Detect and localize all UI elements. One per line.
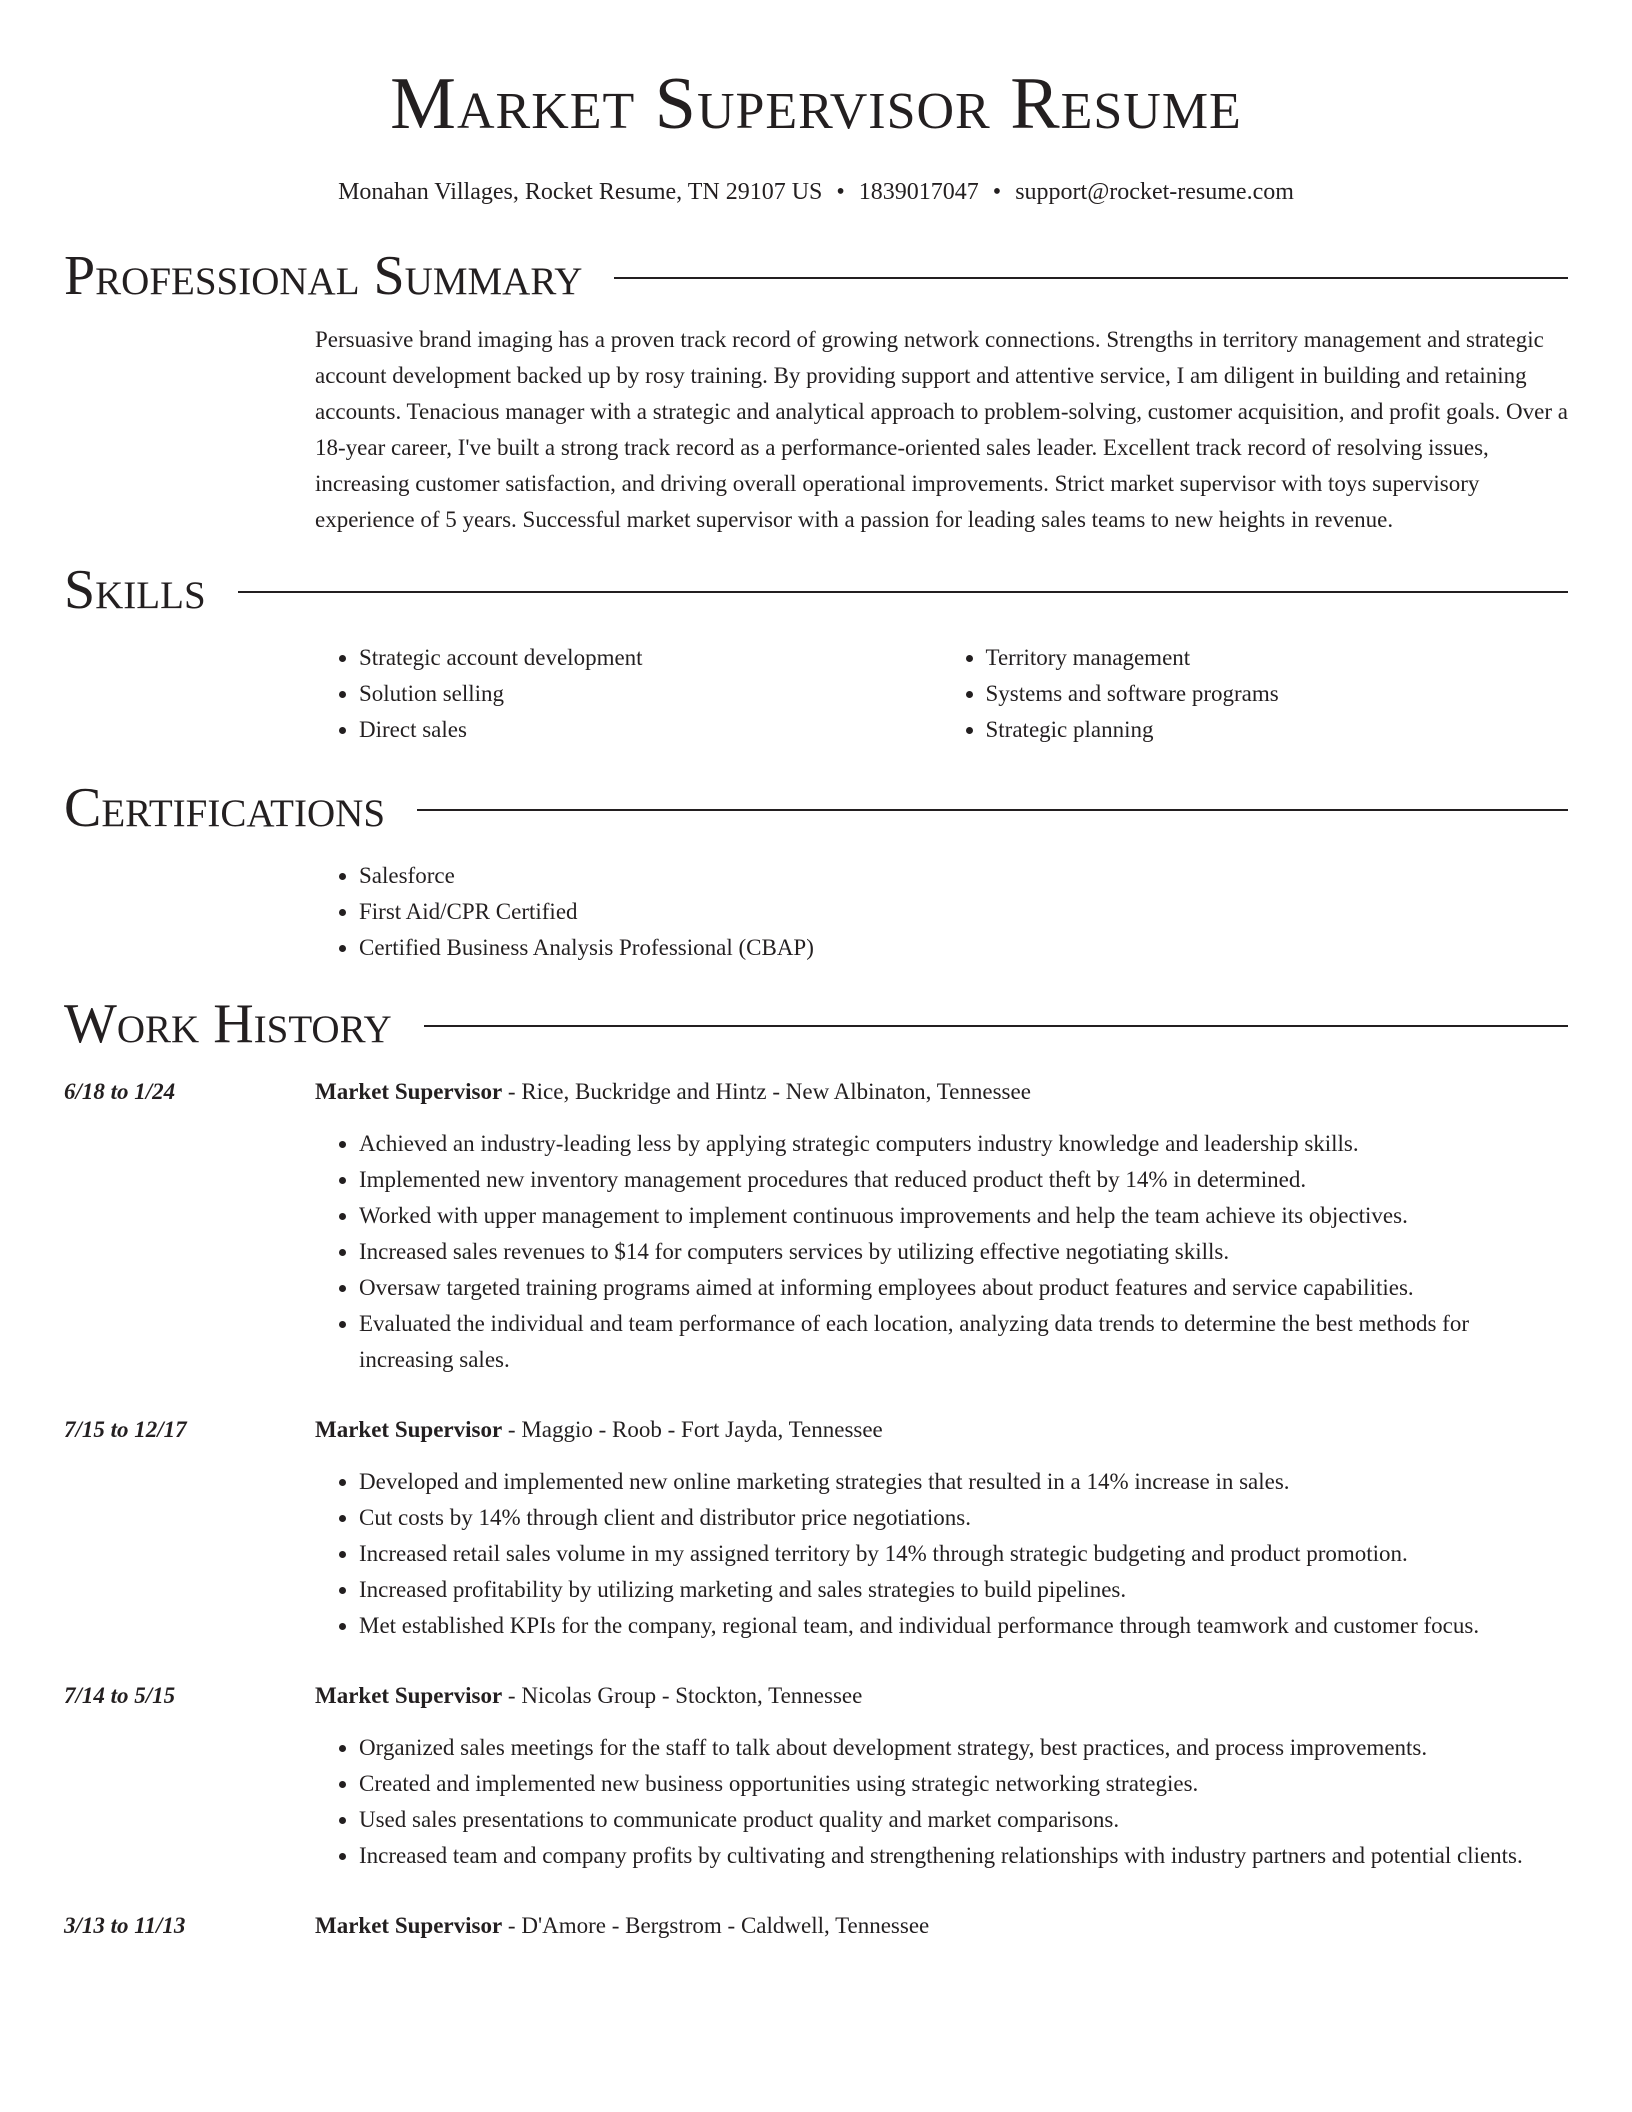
job-employer: - Nicolas Group - Stockton, Tennessee: [502, 1683, 863, 1708]
list-item: • Increased sales revenues to $14 for computers services by utilizing effective negotiating skills.: [359, 1234, 1568, 1270]
summary-text: Persuasive brand imaging has a proven track record of growing network connections. Strengths in territory management and strategic account development backed up by rosy training. By providing support and attentive service, I am diligent in building and retaining accounts. Tenacious manager with a strategic and analytical approach to problem-solving, customer acquisition, and profit goals. Over a 18-year career, I've built a strong track record as a performance-oriented sales leader. Excellent track record of resolving issues, increasing customer satisfaction, and driving overall operational improvements. Strict market supervisor with toys supervisory experience of 5 years. Successful market supervisor with a passion for leading sales teams to new heights in revenue.: [315, 327, 1568, 532]
resume-title: Market Supervisor Resume: [390, 63, 1242, 145]
skills-heading: [64, 558, 1568, 622]
list-item: • Cut costs by 14% through client and distributor price negotiations.: [359, 1500, 1568, 1536]
separator: •: [992, 179, 1002, 205]
job-employer: - D'Amore - Bergstrom - Caldwell, Tennessee: [502, 1913, 930, 1938]
job-title: Market Supervisor: [315, 1417, 503, 1442]
list-item: • Organized sales meetings for the staff to talk about development strategy, best practices, and process improvements.: [359, 1730, 1568, 1766]
certifications-heading: [64, 776, 1568, 840]
job-bullets: [315, 1464, 1568, 1644]
resume-page: [64, 0, 1568, 1944]
list-item: • Strategic planning: [986, 712, 1569, 748]
job-title-line: [315, 1074, 1568, 1110]
skills-grid: [315, 640, 1568, 748]
job-dates: 7/14 to 5/15: [64, 1683, 176, 1708]
list-item: • Systems and software programs: [986, 676, 1569, 712]
section-rule: [424, 1025, 1568, 1027]
job-title: Market Supervisor: [315, 1683, 503, 1708]
section-title: Skills: [64, 559, 206, 621]
summary-section: [64, 244, 1568, 538]
job-bullets: [315, 1126, 1568, 1378]
job-title: Market Supervisor: [315, 1079, 503, 1104]
work-history-heading: [64, 992, 1568, 1056]
list-item: • Evaluated the individual and team performance of each location, analyzing data trends to determine the best methods for increasing sales.: [359, 1306, 1568, 1378]
job-employer: - Rice, Buckridge and Hintz - New Albinaton, Tennessee: [502, 1079, 1031, 1104]
job-entry: [64, 1074, 1568, 1378]
section-title: Work History: [64, 993, 392, 1055]
list-item: • Increased retail sales volume in my assigned territory by 14% through strategic budgeting and product promotion.: [359, 1536, 1568, 1572]
list-item: • Worked with upper management to implement continuous improvements and help the team achieve its objectives.: [359, 1198, 1568, 1234]
job-content: [315, 1412, 1568, 1644]
skills-section: [64, 558, 1568, 748]
list-item: • Strategic account development: [359, 640, 942, 676]
job-content: [315, 1074, 1568, 1378]
address: Monahan Villages, Rocket Resume, TN 29107 US: [338, 179, 823, 205]
job-dates: 3/13 to 11/13: [64, 1913, 186, 1938]
email: support@rocket-resume.com: [1015, 179, 1294, 205]
list-item: • Created and implemented new business opportunities using strategic networking strategies.: [359, 1766, 1568, 1802]
list-item: • Solution selling: [359, 676, 942, 712]
job-title-line: [315, 1908, 1568, 1944]
list-item: • Salesforce: [359, 858, 1568, 894]
list-item: • Used sales presentations to communicate product quality and market comparisons.: [359, 1802, 1568, 1838]
section-title: Professional Summary: [64, 245, 583, 307]
job-dates: 6/18 to 1/24: [64, 1079, 176, 1104]
list-item: • Certified Business Analysis Professional (CBAP): [359, 930, 1568, 966]
job-dates: 7/15 to 12/17: [64, 1417, 187, 1442]
separator: •: [836, 179, 845, 205]
work-history-section: [64, 992, 1568, 1944]
job-entry: [64, 1678, 1568, 1874]
list-item: • Met established KPIs for the company, regional team, and individual performance through teamwork and customer focus.: [359, 1608, 1568, 1644]
list-item: • Territory management: [986, 640, 1569, 676]
job-title-line: [315, 1412, 1568, 1448]
job-entry: [64, 1412, 1568, 1644]
list-item: • Direct sales: [359, 712, 942, 748]
list-item: • Increased profitability by utilizing marketing and sales strategies to build pipelines.: [359, 1572, 1568, 1608]
section-rule: [614, 277, 1568, 279]
certifications-list: [315, 858, 1568, 966]
job-entry: [64, 1908, 1568, 1944]
job-content: [315, 1908, 1568, 1944]
contact-line: [64, 176, 1568, 208]
skills-list-left: [315, 640, 942, 748]
job-title-line: [315, 1678, 1568, 1714]
job-content: [315, 1678, 1568, 1874]
list-item: • Oversaw targeted training programs aimed at informing employees about product features and service capabilities.: [359, 1270, 1568, 1306]
list-item: • Increased team and company profits by cultivating and strengthening relationships with industry partners and potential clients.: [359, 1838, 1568, 1874]
job-bullets: [315, 1730, 1568, 1874]
skills-list-right: [942, 640, 1569, 748]
list-item: • First Aid/CPR Certified: [359, 894, 1568, 930]
section-title: Certifications: [64, 777, 386, 839]
summary-heading: [64, 244, 1568, 308]
section-rule: [238, 591, 1568, 593]
certifications-section: [64, 776, 1568, 966]
phone: 1839017047: [858, 179, 979, 205]
list-item: • Developed and implemented new online marketing strategies that resulted in a 14% increase in sales.: [359, 1464, 1568, 1500]
section-rule: [417, 809, 1568, 811]
job-title: Market Supervisor: [315, 1913, 503, 1938]
job-employer: - Maggio - Roob - Fort Jayda, Tennessee: [502, 1417, 883, 1442]
list-item: • Implemented new inventory management procedures that reduced product theft by 14% in determined.: [359, 1162, 1568, 1198]
list-item: • Achieved an industry-leading less by applying strategic computers industry knowledge and leadership skills.: [359, 1126, 1568, 1162]
